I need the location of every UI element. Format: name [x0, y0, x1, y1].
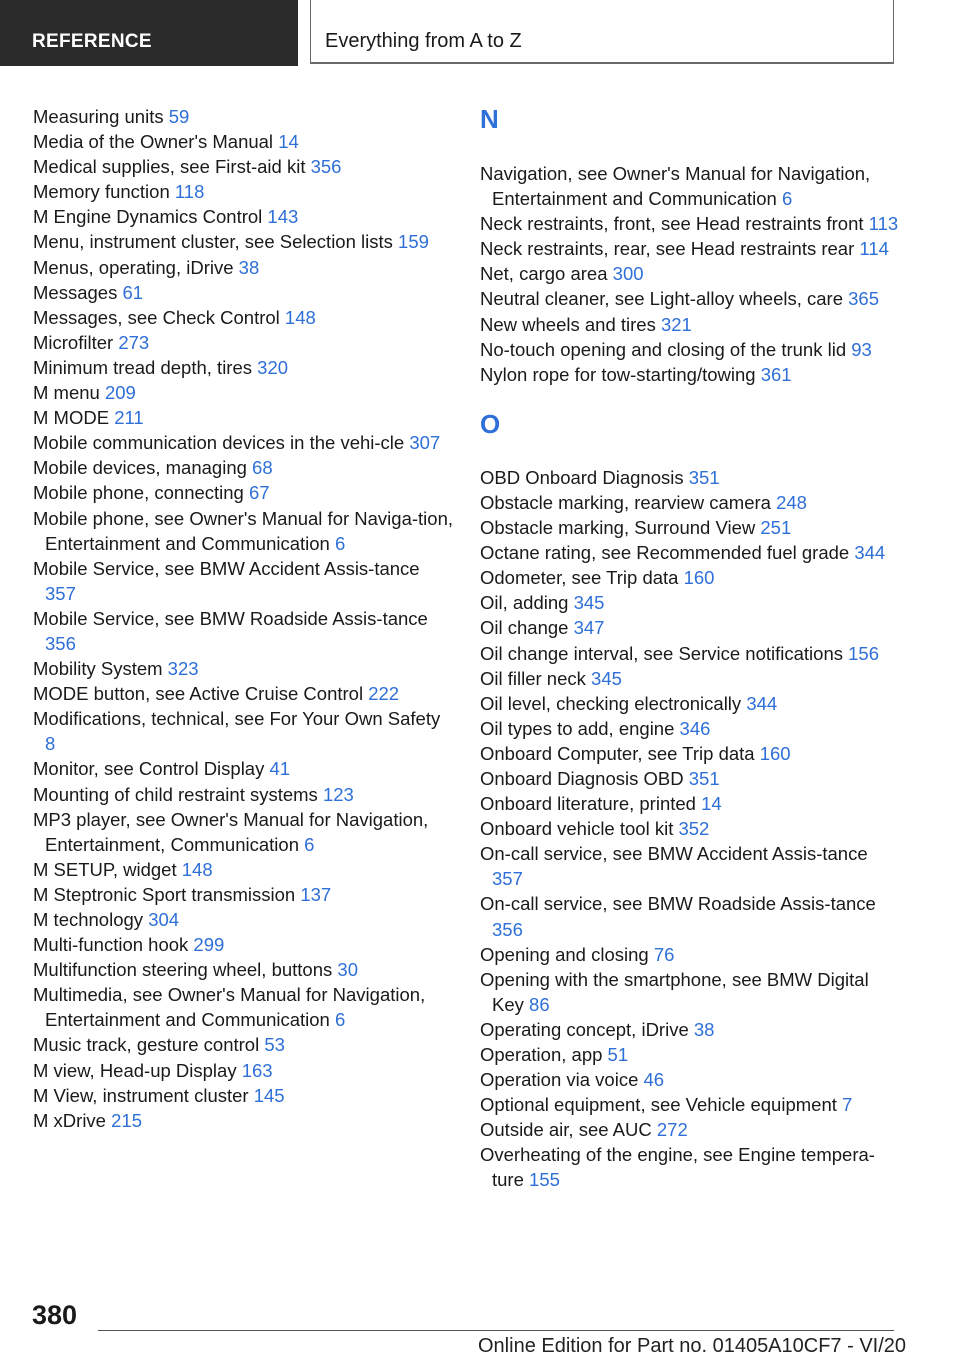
index-entry [33, 104, 453, 129]
index-entry [480, 540, 900, 565]
entry-text: Onboard literature, printed [480, 793, 696, 815]
entry-text: Mobile Service, see BMW Roadside Assis‐tance [33, 607, 428, 629]
index-entry [33, 756, 453, 781]
entry-text: Medical supplies, see First-aid kit [33, 156, 306, 178]
page-link[interactable]: 38 [238, 256, 260, 278]
index-entry [33, 606, 453, 656]
entry-text: No-touch opening and closing of the trunk lid [480, 338, 847, 360]
index-entry [33, 455, 453, 480]
entry-text: Outside air, see AUC [480, 1119, 652, 1141]
page-link[interactable]: 148 [181, 858, 213, 880]
entry-text: Multifunction steering wheel, buttons [33, 959, 333, 981]
page-link[interactable]: 41 [269, 758, 291, 780]
page-link[interactable]: 320 [257, 356, 289, 378]
entry-text: M Steptronic Sport transmission [33, 883, 296, 905]
entry-text: M MODE [33, 407, 110, 429]
index-entry [480, 1092, 900, 1117]
entry-text: Mobile devices, managing [33, 457, 247, 479]
index-entry [33, 1032, 453, 1057]
page-link[interactable]: 118 [174, 181, 205, 203]
entry-text: Obstacle marking, rearview camera [480, 491, 771, 513]
entry-text: Minimum tread depth, tires [33, 356, 253, 378]
page-link[interactable]: 7 [842, 1094, 853, 1116]
entry-text: Measuring units [33, 106, 164, 127]
page-link[interactable]: 76 [653, 943, 675, 965]
index-entry [33, 857, 453, 882]
index-list-n [480, 161, 900, 387]
index-entry [480, 490, 900, 515]
page-link[interactable]: 156 [848, 642, 880, 664]
index-entry [480, 1017, 900, 1042]
page-link[interactable]: 114 [859, 238, 889, 260]
entry-text: Oil change interval, see Service notifications [480, 642, 843, 664]
page-link[interactable]: 143 [267, 206, 299, 228]
page-header [0, 0, 960, 66]
index-entry [33, 932, 453, 957]
page-link[interactable]: 347 [573, 617, 605, 639]
page-link[interactable]: 113 [868, 213, 899, 235]
index-entry [33, 154, 453, 179]
page-link[interactable]: 68 [252, 457, 273, 479]
index-entry [33, 430, 453, 455]
page-link[interactable]: 14 [278, 131, 299, 153]
entry-text: Mobile phone, connecting [33, 482, 244, 504]
page-link[interactable]: 323 [167, 658, 199, 680]
page-link[interactable]: 344 [854, 542, 886, 564]
chapter-title: Everything from A to Z [325, 30, 522, 52]
page-link[interactable]: 352 [678, 818, 710, 840]
entry-text: Onboard vehicle tool kit [480, 818, 674, 840]
index-entry [33, 782, 453, 807]
index-entry [33, 907, 453, 932]
page-link[interactable]: 321 [660, 313, 692, 335]
index-entry [33, 355, 453, 380]
page-link[interactable]: 356 [310, 156, 342, 178]
index-entry [33, 681, 453, 706]
entry-text: New wheels and tires [480, 313, 656, 335]
index-entry [33, 255, 453, 280]
index-entry [480, 891, 900, 941]
index-entry [33, 556, 453, 606]
index-entry [480, 666, 900, 691]
entry-text: Oil level, checking electronically [480, 692, 742, 714]
chapter-title-box [310, 0, 894, 64]
page-link[interactable]: 67 [249, 482, 270, 504]
index-entry [480, 362, 900, 387]
index-entry [33, 807, 453, 857]
entry-text: OBD Onboard Diagnosis [480, 466, 684, 488]
edition-note: Online Edition for Part no. 01405A10CF7 - VI/20 [478, 1335, 907, 1357]
entry-text: M SETUP, widget [33, 858, 177, 880]
index-entry [33, 957, 453, 982]
index-entry [33, 1108, 453, 1133]
page-link[interactable]: 148 [284, 306, 316, 328]
index-entry [480, 615, 900, 640]
page-link[interactable]: 137 [300, 883, 332, 905]
entry-text: Monitor, see Control Display [33, 758, 265, 780]
entry-text: Memory function [33, 181, 170, 203]
page-link[interactable]: 160 [759, 742, 791, 764]
page-link[interactable]: 30 [337, 959, 358, 981]
index-entry [33, 1083, 453, 1108]
page-link[interactable]: 361 [760, 363, 792, 385]
footer-divider [98, 1330, 894, 1331]
index-entry [480, 766, 900, 791]
index-entry [480, 816, 900, 841]
page-link[interactable]: 345 [573, 592, 605, 614]
index-entry [480, 565, 900, 590]
index-entry [33, 204, 453, 229]
page-link[interactable]: 346 [679, 717, 711, 739]
index-entry [33, 179, 453, 204]
index-entry [480, 312, 900, 337]
section-label: REFERENCE [32, 31, 152, 52]
index-entry [33, 330, 453, 355]
page-link[interactable]: 273 [118, 331, 150, 353]
entry-text: Neutral cleaner, see Light-alloy wheels, care [480, 288, 843, 310]
index-list-o [480, 465, 900, 1193]
index-entry [480, 942, 900, 967]
index-entry [33, 982, 453, 1032]
page-link[interactable]: 6 [335, 532, 346, 554]
page-link[interactable]: 6 [304, 833, 315, 855]
index-entry [33, 305, 453, 330]
entry-text: M Engine Dynamics Control [33, 206, 263, 228]
index-entry [480, 211, 900, 236]
index-entry [480, 691, 900, 716]
index-entry [480, 841, 900, 891]
entry-text: Operation via voice [480, 1069, 639, 1091]
entry-text: Neck restraints, rear, see Head restraints rear [480, 238, 855, 260]
entry-text: Multimedia, see Owner's Manual for Navigation, Entertainment and Communication [33, 984, 426, 1031]
section-tab [0, 0, 298, 66]
index-entry [480, 1067, 900, 1092]
entry-text: Multi-function hook [33, 934, 189, 956]
entry-text: M View, instrument cluster [33, 1084, 249, 1106]
index-entry [33, 480, 453, 505]
page-link[interactable]: 6 [782, 188, 793, 210]
entry-text: Messages, see Check Control [33, 306, 280, 328]
page-link[interactable]: 248 [776, 491, 807, 513]
index-column-left [33, 104, 453, 1133]
page-link[interactable]: 356 [45, 632, 76, 654]
index-entry [480, 590, 900, 615]
index-entry [33, 882, 453, 907]
index-entry [33, 1058, 453, 1083]
entry-text: Messages [33, 281, 118, 303]
index-column-right [480, 104, 900, 1193]
page-link[interactable]: 160 [683, 567, 715, 589]
page-link[interactable]: 61 [122, 281, 144, 303]
index-entry [33, 405, 453, 430]
page-link[interactable]: 59 [168, 106, 190, 127]
index-entry [33, 280, 453, 305]
entry-text: Onboard Diagnosis OBD [480, 767, 684, 789]
entry-text: Navigation, see Owner's Manual for Navigation, Entertainment and Communication [480, 163, 871, 210]
page-link[interactable]: 8 [45, 733, 56, 755]
index-entry [33, 129, 453, 154]
page-link[interactable]: 38 [693, 1018, 715, 1040]
entry-text: Neck restraints, front, see Head restraints front [480, 213, 864, 235]
index-entry [480, 337, 900, 362]
entry-text: MP3 player, see Owner's Manual for Navigation, Entertainment, Communication [33, 808, 429, 855]
page-link[interactable]: 344 [746, 692, 778, 714]
entry-text: Microfilter [33, 331, 114, 353]
index-entry [480, 791, 900, 816]
index-entry [33, 656, 453, 681]
index-entry [480, 286, 900, 311]
page-link[interactable]: 159 [398, 231, 429, 253]
page-link[interactable]: 365 [848, 288, 880, 310]
page-link[interactable]: 86 [529, 993, 550, 1015]
index-entry [480, 641, 900, 666]
page-link[interactable]: 6 [335, 1009, 346, 1031]
page-link[interactable]: 251 [760, 517, 792, 539]
index-entry [33, 506, 453, 556]
page-link[interactable]: 93 [851, 338, 872, 360]
page-link[interactable]: 145 [253, 1084, 285, 1106]
page-link[interactable]: 307 [409, 432, 441, 454]
entry-text: Nylon rope for tow-starting/towing [480, 363, 756, 385]
index-entry [480, 1042, 900, 1067]
entry-text: Opening with the smartphone, see BMW Digital Key [480, 968, 869, 1015]
entry-text: Mobile communication devices in the vehi‐cle [33, 432, 405, 454]
page-link[interactable]: 357 [492, 868, 523, 890]
entry-text: Overheating of the engine, see Engine tempera‐ture [480, 1144, 875, 1191]
page-link[interactable]: 123 [322, 783, 354, 805]
page-link[interactable]: 155 [529, 1169, 560, 1191]
page-link[interactable]: 51 [607, 1044, 629, 1065]
entry-text: Music track, gesture control [33, 1034, 260, 1056]
page-link[interactable]: 53 [264, 1034, 285, 1056]
page-link[interactable]: 215 [111, 1109, 142, 1131]
index-entry [480, 967, 900, 1017]
entry-text: Opening and closing [480, 943, 649, 965]
page-link[interactable]: 351 [688, 466, 720, 488]
index-entry [33, 380, 453, 405]
index-entry [480, 261, 900, 286]
entry-text: Operation, app [480, 1044, 603, 1065]
index-entry [480, 515, 900, 540]
page-link[interactable]: 209 [104, 382, 136, 404]
entry-text: M xDrive [33, 1109, 106, 1131]
entry-text: Optional equipment, see Vehicle equipment [480, 1094, 837, 1116]
entry-text: Modifications, technical, see For Your Own Safety [33, 708, 441, 730]
entry-text: Octane rating, see Recommended fuel grade [480, 542, 850, 564]
index-letter-o: O [480, 408, 501, 439]
page-link[interactable]: 351 [688, 767, 720, 789]
entry-text: Onboard Computer, see Trip data [480, 742, 755, 764]
entry-text: Oil, adding [480, 592, 569, 614]
page-link[interactable]: 304 [148, 909, 180, 930]
page-link[interactable]: 345 [591, 667, 622, 689]
index-entry [480, 716, 900, 741]
index-entry [480, 465, 900, 490]
entry-text: Oil filler neck [480, 667, 586, 689]
index-entry [480, 1117, 900, 1142]
entry-text: On-call service, see BMW Accident Assis‐tance [480, 843, 868, 865]
page-link[interactable]: 163 [241, 1059, 273, 1081]
index-entry [480, 1142, 900, 1192]
entry-text: Menu, instrument cluster, see Selection lists [33, 231, 393, 253]
entry-text: Mobile Service, see BMW Accident Assis‐tance [33, 557, 420, 579]
entry-text: Net, cargo area [480, 263, 608, 285]
entry-text: MODE button, see Active Cruise Control [33, 683, 364, 705]
page-link[interactable]: 211 [114, 407, 144, 429]
index-entry [480, 236, 900, 261]
page-link[interactable]: 272 [656, 1119, 688, 1141]
entry-text: Menus, operating, iDrive [33, 256, 234, 278]
page-link[interactable]: 300 [612, 263, 644, 285]
index-entry [480, 741, 900, 766]
entry-text: Mobility System [33, 658, 163, 680]
index-entry [33, 706, 453, 756]
page-link[interactable]: 357 [45, 582, 76, 604]
index-entry [480, 161, 900, 211]
entry-text: Mobile phone, see Owner's Manual for Naviga‐tion, Entertainment and Communication [33, 507, 453, 554]
entry-text: M menu [33, 382, 100, 404]
page-link[interactable]: 46 [643, 1069, 665, 1091]
entry-text: Operating concept, iDrive [480, 1018, 689, 1040]
entry-text: M technology [33, 909, 144, 930]
entry-text: Media of the Owner's Manual [33, 131, 274, 153]
entry-text: Obstacle marking, Surround View [480, 517, 756, 539]
index-entry [33, 229, 453, 254]
page-link[interactable]: 222 [368, 683, 400, 705]
page-link[interactable]: 14 [701, 793, 722, 815]
index-letter-n: N [480, 104, 499, 134]
entry-text: Odometer, see Trip data [480, 567, 679, 589]
page-link[interactable]: 356 [492, 918, 523, 940]
entry-text: M view, Head-up Display [33, 1059, 237, 1081]
entry-text: Oil change [480, 617, 569, 639]
page-number: 380 [32, 1300, 78, 1330]
entry-text: Oil types to add, engine [480, 717, 675, 739]
page-link[interactable]: 299 [193, 934, 225, 956]
entry-text: Mounting of child restraint systems [33, 783, 318, 805]
entry-text: On-call service, see BMW Roadside Assis‐tance [480, 893, 876, 915]
